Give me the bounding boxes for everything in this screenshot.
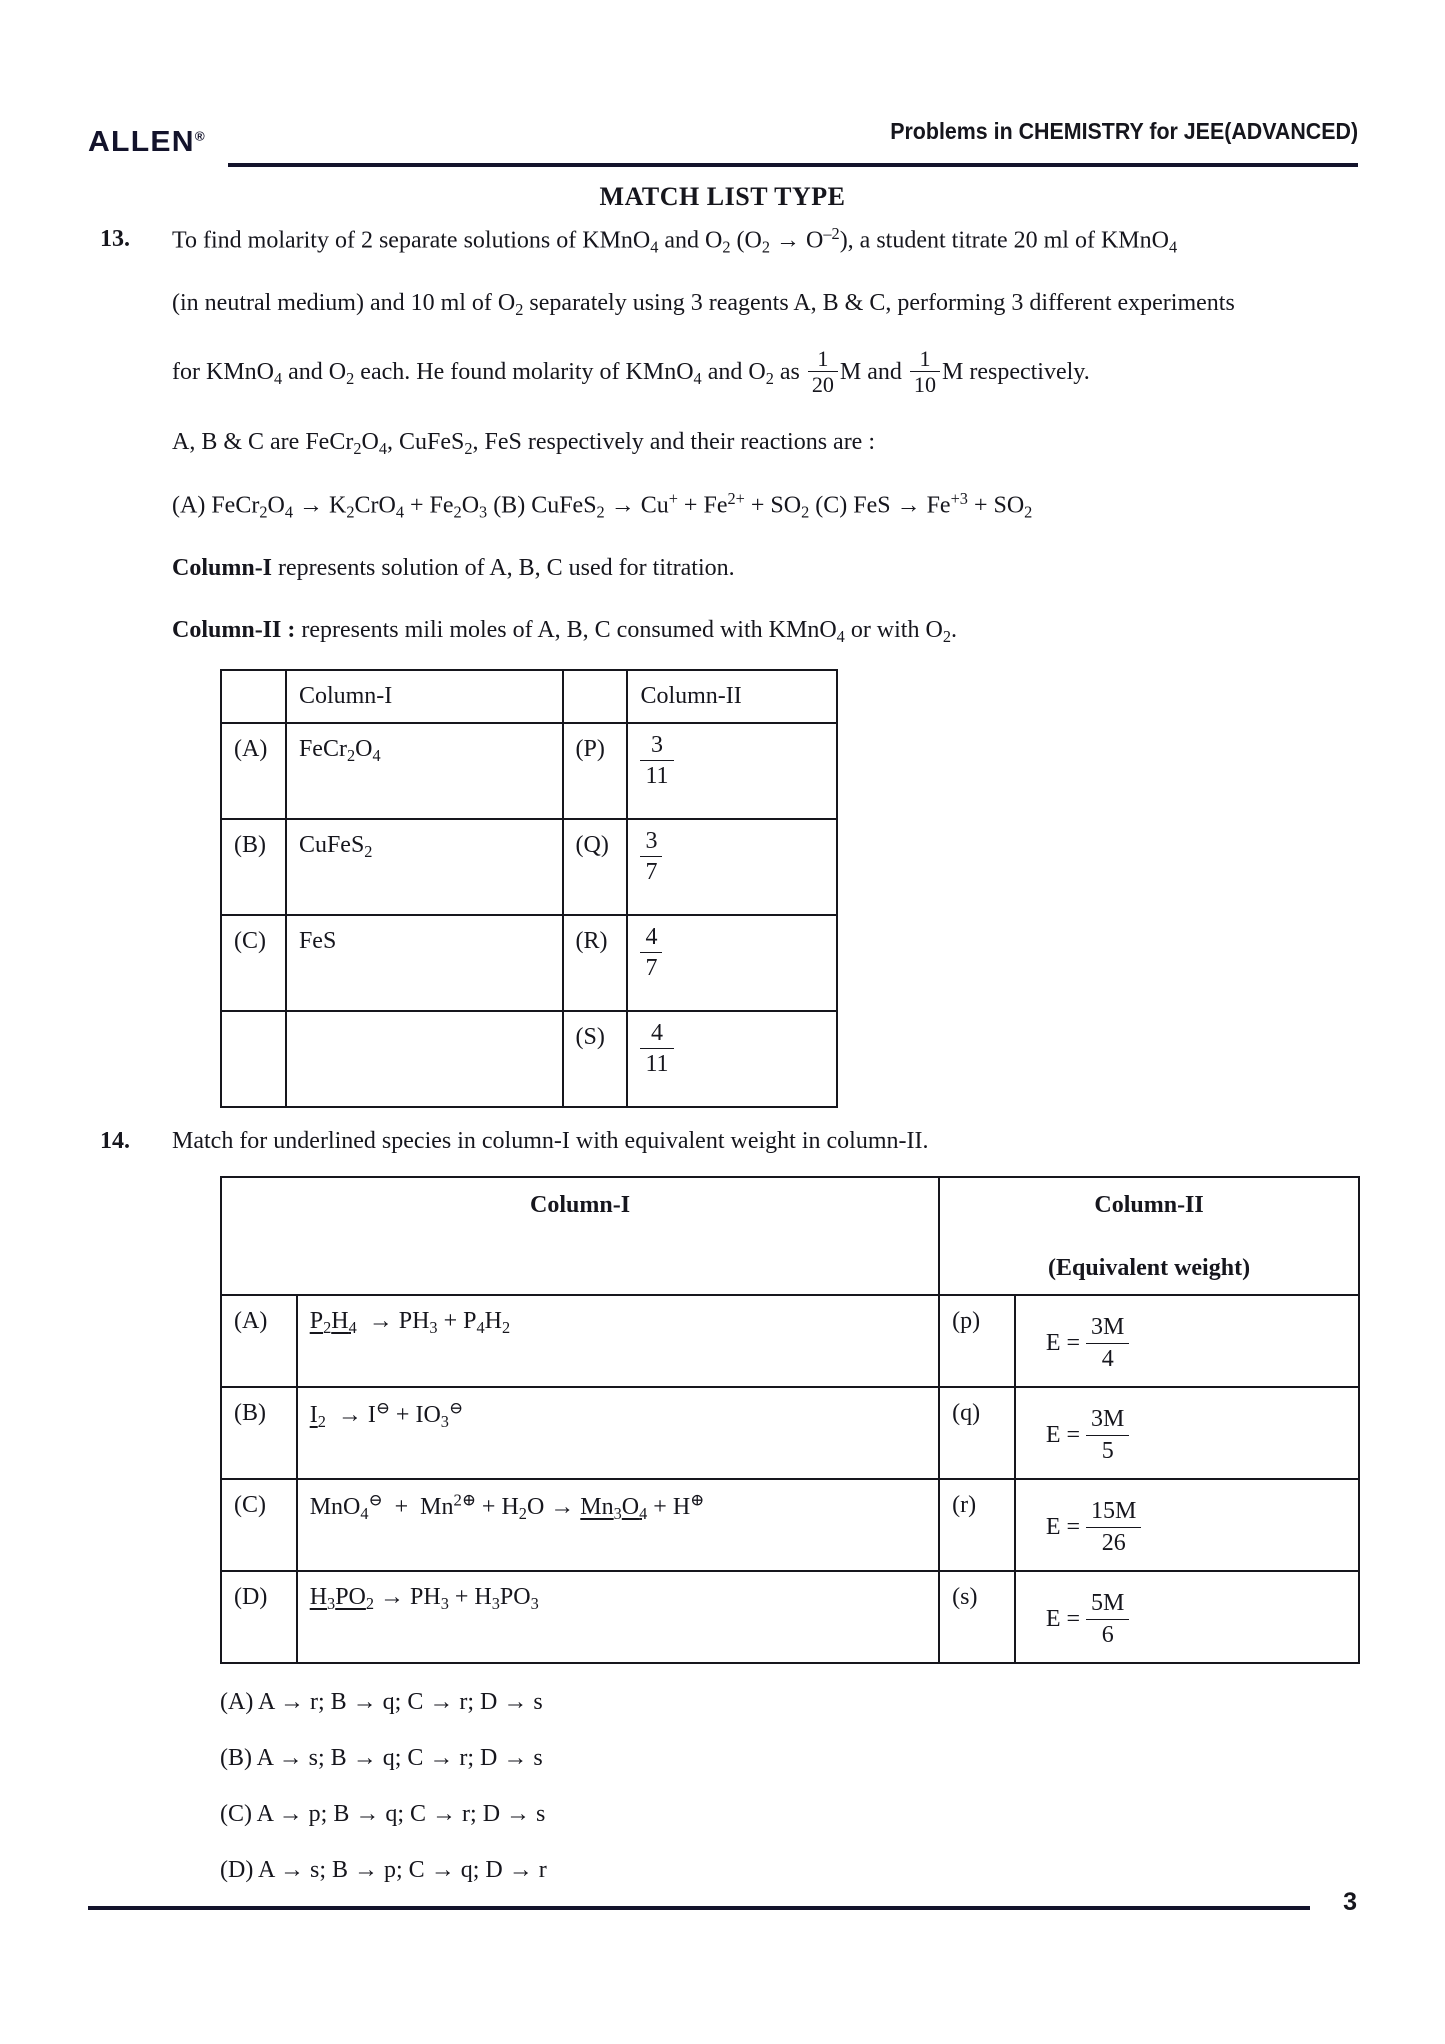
option-b[interactable]: (B) A → s; B → q; C → r; D → s	[220, 1744, 543, 1771]
table-13-header-column-ii: Column-II	[627, 670, 837, 723]
option-d[interactable]: (D) A → s; B → p; C → q; D → r	[220, 1856, 547, 1883]
col2-desc-s2: 2	[942, 627, 951, 647]
value-numerator: 3	[645, 827, 658, 854]
q13-l4-s1: 2	[353, 438, 362, 458]
allen-logo-text: ALLEN	[88, 126, 195, 158]
rxn-a-t1: FeCr	[211, 492, 260, 519]
table-14-row-reaction	[297, 1387, 939, 1479]
table-14-row-equivalent	[1015, 1295, 1359, 1387]
table-13-row-label	[221, 1011, 286, 1107]
equivalent-weight-expression	[1046, 1590, 1130, 1649]
table-14-header-column-ii	[939, 1177, 1359, 1295]
eq-fraction	[1086, 1314, 1129, 1373]
rxn-c-t3: SO	[993, 492, 1025, 519]
value-numerator: 3	[650, 731, 663, 758]
underlined-species: $P_2H_4$	[309, 1307, 357, 1337]
table-13-header-row	[221, 670, 837, 723]
col2-desc-text-b: or with O	[844, 617, 943, 644]
table-14-header-column-i: Column-I	[221, 1177, 939, 1295]
eq-bar	[1086, 1527, 1141, 1528]
table-13-row-item	[286, 1011, 563, 1107]
table-14-row-key: (q)	[939, 1387, 1015, 1479]
table-row	[221, 1011, 837, 1107]
item-t2: O	[355, 735, 373, 762]
table-13-row-label: (A)	[221, 723, 286, 819]
q13-line-2	[172, 286, 1370, 322]
underlined-species: $I_2$	[309, 1401, 326, 1431]
table-row	[221, 723, 837, 819]
q13-l1-c: (O	[730, 227, 762, 254]
q13-l3-c: each. He found molarity of KMnO	[354, 358, 694, 385]
rxn-b-s2: 2	[801, 502, 810, 522]
rxn-b-t1: CuFeS	[531, 492, 597, 519]
item-t1: CuFeS	[298, 831, 365, 858]
reaction-b-expression: $I_2 \to I^⊖ + IO_3^⊖$	[309, 1397, 463, 1431]
option-a[interactable]: (A) A → r; B → q; C → r; D → s	[220, 1688, 543, 1715]
col2-desc-text-a: represents mili moles of A, B, C consumed with KMnO	[295, 617, 837, 644]
table-13-row-value	[627, 915, 837, 1011]
table-row	[221, 915, 837, 1011]
rxn-a-label: (A)	[172, 492, 212, 519]
rxn-a-s3: 2	[346, 502, 355, 522]
item-t1: FeCr	[298, 735, 347, 762]
q13-l3-s2: 2	[346, 368, 355, 388]
table-13-header-blank-1	[221, 670, 286, 723]
q13-l1-arrow: → O	[770, 227, 824, 254]
table-13-header-column-i: Column-I	[286, 670, 563, 723]
q13-line-1	[172, 222, 1370, 259]
rxn-a-s1: 2	[259, 502, 268, 522]
rxn-b-s1: 2	[596, 502, 605, 522]
q13-l1-s4: 4	[1168, 237, 1178, 257]
q13-l3-s4: 2	[765, 368, 774, 388]
page-header	[88, 118, 1358, 170]
value-fraction	[640, 924, 662, 983]
rxn-b-plus2: +	[744, 492, 771, 519]
eq-lhs: E =	[1045, 1605, 1081, 1632]
table-row	[221, 1295, 1359, 1387]
rxn-b-t2: Cu	[640, 492, 669, 519]
q13-l3-s3: 4	[693, 368, 702, 388]
rxn-b-label: (B)	[487, 492, 532, 519]
value-bar	[640, 952, 662, 953]
rxn-b-t4: SO	[770, 492, 802, 519]
registered-mark-icon: ®	[194, 128, 205, 144]
value-fraction	[640, 828, 662, 887]
rxn-b-arrow: →	[604, 492, 641, 519]
eq-numerator: 15M	[1091, 1497, 1137, 1524]
header-rule	[228, 163, 1358, 167]
frac1-denominator: 20	[811, 371, 834, 397]
q13-line-3	[172, 345, 1370, 398]
table-13-row-item	[286, 723, 563, 819]
reaction-c-expression: $MnO_4^⊖ + Mn^{2\oplus} + H_2O \to Mn_3O_4 + H^\oplus$	[309, 1489, 705, 1523]
value-denominator: 11	[645, 763, 669, 790]
table-row	[221, 1387, 1359, 1479]
table-14-row-equivalent	[1015, 1387, 1359, 1479]
eq-lhs: E =	[1045, 1421, 1081, 1448]
table-13-row-value	[627, 819, 837, 915]
molarity-fraction-o2	[910, 347, 940, 396]
table-13-row-value	[627, 1011, 837, 1107]
q13-l1-d: ), a student titrate 20 ml of KMnO	[839, 227, 1169, 254]
rxn-b-p2: 2+	[727, 489, 745, 509]
match-table-14	[220, 1176, 1360, 1664]
rxn-c-label: (C)	[809, 492, 854, 519]
underlined-species: $H_3PO_2$	[309, 1583, 375, 1613]
table-14-row-key: (s)	[939, 1571, 1015, 1663]
page-number: 3	[1343, 1888, 1357, 1916]
rxn-c-plus: +	[967, 492, 994, 519]
rxn-a-s5: 2	[453, 502, 462, 522]
q13-l4-b: O	[361, 428, 379, 455]
table-14-row-label: (C)	[221, 1479, 297, 1571]
reaction-a-expression: $P_2H_4 \to PH_3 + P_4H_2$	[309, 1307, 511, 1337]
option-c[interactable]: (C) A → p; B → q; C → r; D → s	[220, 1800, 546, 1827]
underlined-species: $Mn_3O_4$	[580, 1493, 648, 1523]
rxn-b-p1: +	[668, 489, 678, 509]
rxn-a-t2: O	[267, 492, 285, 519]
table-14-row-reaction	[297, 1479, 939, 1571]
footer-rule	[88, 1906, 1310, 1910]
question-14	[100, 1124, 1370, 1914]
q13-l3-f: M and	[839, 358, 908, 385]
rxn-c-s1: 2	[1024, 502, 1033, 522]
q13-l2-s1: 2	[515, 299, 524, 319]
eq-denominator: 4	[1101, 1345, 1114, 1372]
table-14-row-equivalent	[1015, 1479, 1359, 1571]
value-bar	[640, 856, 662, 857]
table-row	[221, 1479, 1359, 1571]
rxn-a-s2: 4	[284, 502, 293, 522]
eq-denominator: 6	[1101, 1621, 1114, 1648]
table-13-row-key: (Q)	[563, 819, 628, 915]
table-14-header-col2-sub: (Equivalent weight)	[1048, 1255, 1251, 1282]
table-14-header-col2-main: Column-II	[1094, 1192, 1204, 1219]
allen-logo	[88, 126, 205, 159]
match-table-13	[220, 669, 838, 1108]
q13-l3-s1: 4	[274, 368, 283, 388]
col2-desc-label: Column-II :	[172, 617, 296, 644]
table-13-row-item	[286, 819, 563, 915]
frac2-numerator: 1	[919, 345, 931, 371]
value-fraction	[640, 1020, 673, 1079]
value-numerator: 4	[645, 923, 658, 950]
rxn-a-plus: +	[403, 492, 430, 519]
value-numerator: 4	[650, 1019, 663, 1046]
equivalent-weight-expression	[1046, 1314, 1130, 1373]
eq-denominator: 5	[1101, 1437, 1114, 1464]
table-14-row-reaction	[297, 1295, 939, 1387]
q13-l4-a: A, B & C are FeCr	[172, 428, 354, 455]
rxn-a-s4: 4	[395, 502, 404, 522]
rxn-b-t3: Fe	[703, 492, 728, 519]
header-title: Problems in CHEMISTRY for JEE(ADVANCED)	[890, 118, 1358, 144]
col2-desc-s1: 4	[836, 627, 845, 647]
eq-fraction	[1086, 1590, 1129, 1649]
q13-column1-description	[172, 551, 1370, 586]
table-14-row-label: (B)	[221, 1387, 297, 1479]
table-13-header-blank-2	[563, 670, 628, 723]
q13-column2-description	[172, 613, 1370, 649]
question-14-body	[172, 1124, 1370, 1914]
value-bar	[640, 1048, 673, 1049]
question-13-body	[172, 222, 1370, 1108]
eq-bar	[1086, 1343, 1129, 1344]
section-title: MATCH LIST TYPE	[599, 182, 846, 211]
table-13-row-label: (C)	[221, 915, 286, 1011]
q13-line-4	[172, 425, 1370, 461]
q13-l3-d: and O	[701, 358, 766, 385]
rxn-c-t2: Fe	[926, 492, 951, 519]
eq-lhs: E =	[1045, 1513, 1081, 1540]
q13-l1-b: and O	[658, 227, 723, 254]
q13-l3-e: as	[773, 358, 806, 385]
q14-prompt: Match for underlined species in column-I with equivalent weight in column-II.	[172, 1127, 929, 1154]
table-row	[221, 1571, 1359, 1663]
q13-l4-s3: 2	[464, 438, 473, 458]
value-fraction	[640, 732, 673, 791]
frac1-numerator: 1	[817, 345, 829, 371]
eq-bar	[1086, 1619, 1129, 1620]
reaction-d-expression: $H_3PO_2 \to PH_3 + H_3PO_3$	[309, 1583, 539, 1613]
table-13-row-value	[627, 723, 837, 819]
molarity-fraction-kmno4	[808, 347, 838, 396]
q13-l4-d: , FeS respectively and their reactions are :	[472, 428, 875, 455]
rxn-a-t6: O	[461, 492, 480, 519]
eq-fraction	[1086, 1406, 1129, 1465]
q13-l2-b: separately using 3 reagents A, B & C, performing 3 different experiments	[523, 290, 1235, 317]
equivalent-weight-expression	[1046, 1498, 1142, 1557]
rxn-a-s6: 3	[479, 502, 488, 522]
value-denominator: 7	[645, 859, 658, 886]
value-denominator: 11	[645, 1051, 669, 1078]
answer-options	[220, 1690, 1370, 1882]
table-14-row-key: (r)	[939, 1479, 1015, 1571]
rxn-a-t4: CrO	[354, 492, 396, 519]
col2-desc-text-c: .	[950, 617, 957, 644]
question-13-number: 13.	[100, 226, 130, 252]
eq-bar	[1086, 1435, 1129, 1436]
eq-numerator: 5M	[1091, 1589, 1125, 1616]
q13-reactions-line	[172, 487, 1370, 524]
item-s1: 2	[346, 745, 356, 765]
table-13-row-key: (S)	[563, 1011, 628, 1107]
table-13-row-item	[286, 915, 563, 1011]
q13-l3-b: and O	[282, 358, 347, 385]
frac2-denominator: 10	[913, 371, 936, 397]
q13-l1-s2: 2	[722, 237, 731, 257]
item-s2: 4	[372, 745, 381, 765]
rxn-c-t1: FeS	[853, 492, 891, 519]
value-denominator: 7	[645, 955, 658, 982]
q13-l1-sup: –2	[823, 224, 840, 243]
question-13	[100, 222, 1370, 1108]
table-14-row-reaction	[297, 1571, 939, 1663]
rxn-a-t3: K	[328, 492, 347, 519]
table-14-header-row	[221, 1177, 1359, 1295]
q13-l1-a: To find molarity of 2 separate solutions of KMnO	[172, 227, 651, 254]
q13-l4-s2: 4	[378, 438, 387, 458]
eq-numerator: 3M	[1091, 1313, 1125, 1340]
rxn-a-t5: Fe	[429, 492, 454, 519]
table-row	[221, 819, 837, 915]
rxn-c-arrow: →	[890, 492, 927, 519]
q13-l3-g: M respectively.	[942, 358, 1090, 385]
eq-numerator: 3M	[1091, 1405, 1125, 1432]
q13-l1-s3: 2	[761, 237, 771, 257]
col1-desc-label: Column-I	[172, 555, 273, 582]
eq-fraction	[1086, 1498, 1141, 1557]
value-bar	[640, 760, 673, 761]
q13-l1-s1: 4	[650, 237, 659, 257]
table-13-row-key: (P)	[563, 723, 628, 819]
rxn-b-plus1: +	[677, 492, 704, 519]
content-area	[100, 222, 1370, 1914]
eq-denominator: 26	[1101, 1529, 1126, 1556]
table-13-row-label: (B)	[221, 819, 286, 915]
col1-desc-text: represents solution of A, B, C used for titration.	[272, 555, 735, 582]
q13-l4-c: , CuFeS	[386, 428, 465, 455]
equivalent-weight-expression	[1046, 1406, 1130, 1465]
rxn-a-arrow: →	[292, 492, 329, 519]
item-s1: 2	[364, 841, 373, 861]
question-14-number: 14.	[100, 1127, 130, 1154]
table-14-row-key: (p)	[939, 1295, 1015, 1387]
table-14-row-label: (A)	[221, 1295, 297, 1387]
table-13-row-key: (R)	[563, 915, 628, 1011]
table-14-row-equivalent	[1015, 1571, 1359, 1663]
eq-lhs: E =	[1045, 1329, 1081, 1356]
table-14-row-label: (D)	[221, 1571, 297, 1663]
rxn-c-p1: +3	[950, 489, 968, 509]
q13-l2-a: (in neutral medium) and 10 ml of O	[172, 290, 516, 317]
q13-l3-a: for KMnO	[172, 358, 274, 385]
item-t1: FeS	[298, 927, 337, 954]
